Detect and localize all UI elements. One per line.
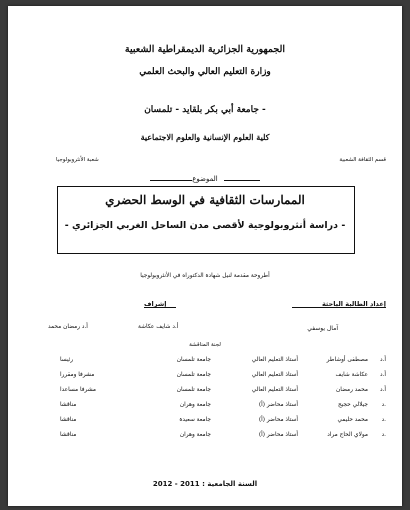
member-name: محمد حليمي <box>337 417 368 423</box>
thesis-title: الممارسات الثقافية في الوسط الحضري <box>105 193 305 207</box>
member-university: جامعة وهران <box>179 402 211 408</box>
member-rank: أستاذ التعليم العالي <box>251 357 298 363</box>
member-role: مناقشا <box>60 402 77 408</box>
member-name: عكاشة شايف <box>335 372 368 378</box>
member-role: مناقشا <box>60 432 77 438</box>
topic-label: الموضوع <box>192 175 218 183</box>
supervisor-name: أ.د شايف عكاشة <box>138 324 179 330</box>
ministry-heading: وزارة التعليم العالي والبحث العلمي <box>139 67 271 77</box>
member-rank: أستاذ محاضر (أ) <box>258 402 298 408</box>
member-title: أ.د <box>379 372 386 378</box>
member-title: د. <box>381 417 386 423</box>
student-label: إعداد الطالبة الباحثة <box>321 300 386 308</box>
member-rank: أستاذ التعليم العالي <box>251 387 298 393</box>
member-rank: أستاذ محاضر (أ) <box>258 432 298 438</box>
member-rank: أستاذ محاضر (أ) <box>258 417 298 423</box>
thesis-purpose: أطروحة مقدمة لنيل شهادة الدكتوراه في الأنثروبولوجيا <box>140 273 270 279</box>
thesis-subtitle: - دراسة أنثروبولوجية لأقصى مدن الساحل الغربي الجزائري - <box>64 220 346 231</box>
supervision-label-underline <box>144 307 176 308</box>
member-university: جامعة تلمسان <box>176 357 211 363</box>
member-university: جامعة تلمسان <box>176 372 211 378</box>
republic-heading: الجمهورية الجزائرية الديمقراطية الشعبية <box>124 44 286 55</box>
student-label-underline <box>292 307 386 308</box>
member-university: جامعة تلمسان <box>176 387 211 393</box>
member-name: جيلالي حجيج <box>337 402 368 408</box>
member-name: مصطفى أوشاطر <box>326 357 368 363</box>
student-name: آمال يوسفي <box>307 325 338 332</box>
academic-year: السنة الجامعية : 2011 - 2012 <box>152 480 258 488</box>
committee-label: لجنة المناقشة <box>189 342 221 348</box>
faculty-heading: كلية العلوم الإنسانية والعلوم الاجتماعية <box>140 132 270 142</box>
department-name: قسم الثقافة الشعبية <box>339 157 386 163</box>
branch-name: شعبة الأنثروبولوجيا <box>56 157 99 163</box>
member-name: محمد رمضان <box>335 387 368 393</box>
topic-line-right <box>224 180 260 181</box>
member-role: مشرفا ومقررا <box>60 372 95 378</box>
member-role: مشرفا مساعدا <box>60 387 97 393</box>
member-title: أ.د <box>379 387 386 393</box>
member-role: مناقشا <box>60 417 77 423</box>
document-page <box>8 6 402 506</box>
university-heading: جامعة أبي بكر بلقايد - تلمسان - <box>144 105 266 115</box>
supervision-label: إشراف <box>144 300 167 308</box>
member-role: رئيسا <box>60 357 74 363</box>
member-university: جامعة وهران <box>179 432 211 438</box>
member-name: مولاي الحاج مراد <box>327 432 368 438</box>
member-rank: أستاذ التعليم العالي <box>251 372 298 378</box>
co-supervisor-name: أ.د رمضان محمد <box>48 324 88 330</box>
member-title: د. <box>381 432 386 438</box>
member-university: جامعة سعيدة <box>179 417 211 423</box>
member-title: أ.د <box>379 357 386 363</box>
member-title: د. <box>381 402 386 408</box>
